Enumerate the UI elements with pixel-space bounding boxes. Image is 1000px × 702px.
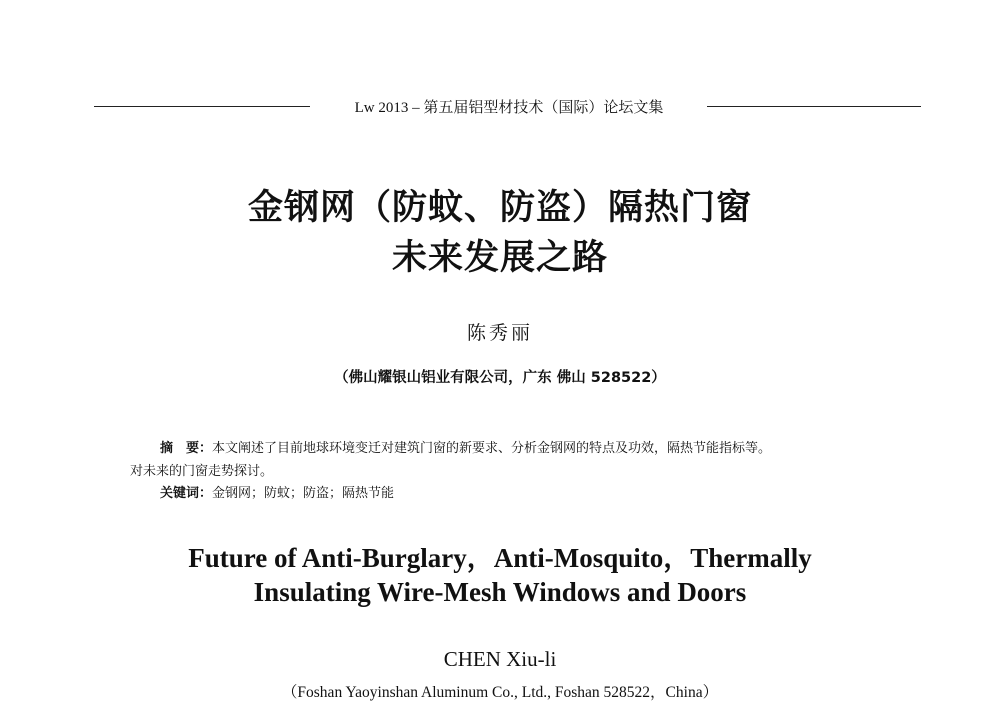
english-title-line-1: Future of Anti-Burglary，Anti-Mosquito，Thermally (188, 543, 812, 573)
abstract-label: 摘 要： (160, 441, 213, 456)
chinese-title-line-1: 金钢网（防蚊、防盗）隔热门窗 (247, 188, 752, 227)
keywords-line (130, 482, 900, 505)
abstract-text-2: 对未来的门窗走势探讨。 (130, 463, 274, 478)
abstract-block (130, 437, 900, 505)
header-rule-right (707, 106, 921, 107)
english-author: CHEN Xiu-li (443, 647, 557, 671)
chinese-title-line-2: 未来发展之路 (391, 238, 608, 277)
abstract-text-1: 本文阐述了目前地球环境变迁对建筑门窗的新要求、分析金钢网的特点及功效，隔热节能指标等。 (212, 440, 772, 455)
abstract-line-1 (130, 437, 900, 460)
header-rule-left (94, 106, 310, 107)
abstract-line-2 (130, 460, 900, 482)
header-text: Lw 2013 – 第五届铝型材技术（国际）论坛文集 (354, 100, 664, 116)
running-header (0, 92, 1000, 122)
chinese-author: 陈秀丽 (466, 323, 533, 344)
chinese-affiliation: （佛山耀银山铝业有限公司，广东 佛山 528522） (334, 370, 666, 386)
english-affiliation: （Foshan Yaoyinshan Aluminum Co., Ltd., Foshan 528522，China） (281, 684, 719, 701)
keywords-label: 关键词： (160, 486, 213, 501)
english-title-line-2: Insulating Wire-Mesh Windows and Doors (253, 577, 747, 607)
keywords-text: 金钢网；防蚊；防盗；隔热节能 (212, 485, 395, 500)
